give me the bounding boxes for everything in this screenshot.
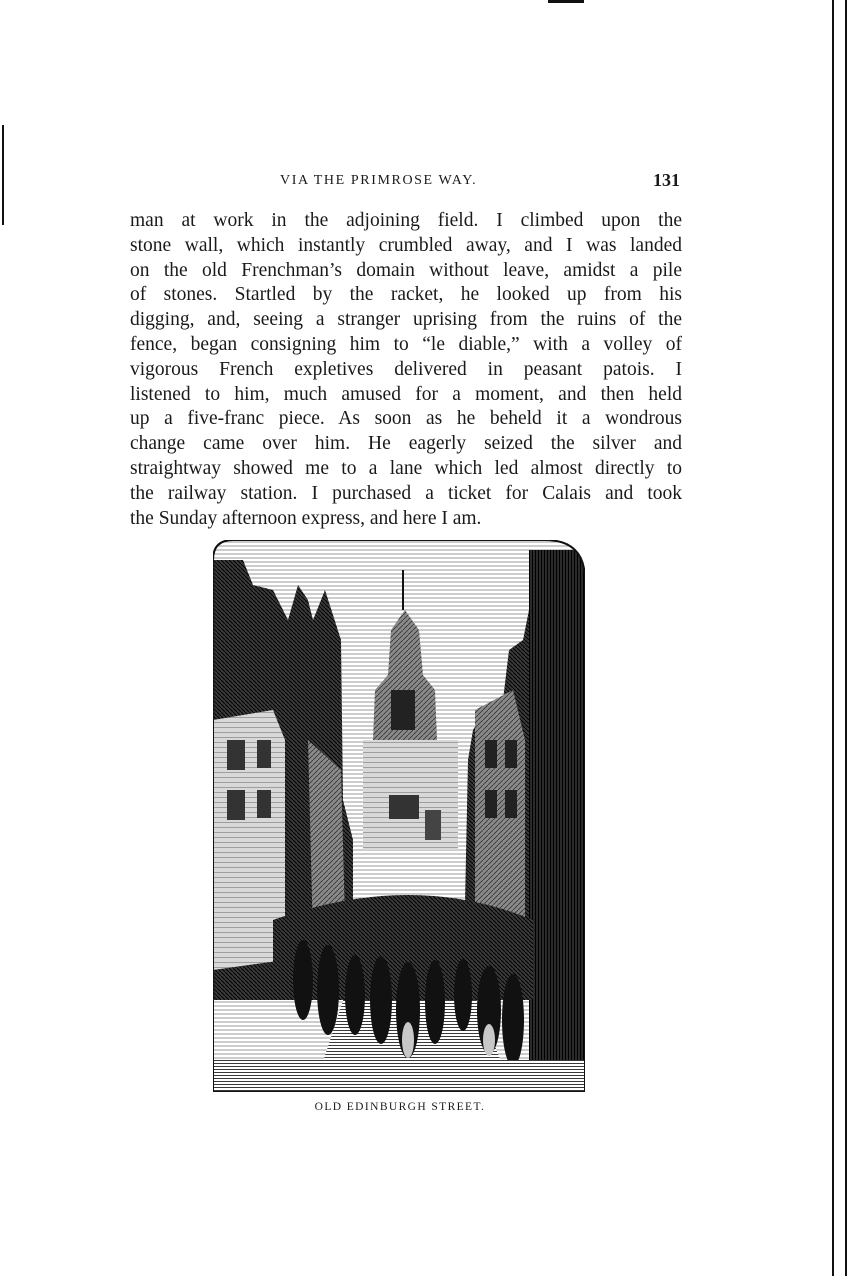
text-line: on the old Frenchman’s domain without leave, amidst a pile [130, 259, 682, 281]
top-edge-mark [548, 0, 584, 3]
text-line: the Sunday afternoon express, and here I am. [130, 507, 482, 529]
text-line: fence, began consigning him to “le diable,” with a volley of [130, 333, 682, 355]
page-number: 131 [653, 170, 680, 190]
right-edge-line [832, 0, 834, 1276]
running-title: VIA THE PRIMROSE WAY. [280, 173, 478, 188]
text-line: of stones. Startled by the racket, he looked up from his [130, 284, 682, 306]
text-line: listened to him, much amused for a moment, and then held [130, 383, 682, 405]
text-line: the railway station. I purchased a ticket for Calais and took [130, 482, 682, 504]
running-head [130, 170, 682, 194]
figure-caption: OLD EDINBURGH STREET. [314, 1101, 486, 1113]
right-edge-line-outer [845, 0, 847, 1276]
text-line: man at work in the adjoining field. I climbed upon the [130, 210, 682, 231]
text-line: up a five-franc piece. As soon as he beheld it a wondrous [130, 408, 682, 430]
text-line: digging, and, seeing a stranger uprising from the ruins of the [130, 309, 682, 331]
text-line: vigorous French expletives delivered in peasant patois. I [130, 358, 682, 380]
text-line: stone wall, which instantly crumbled away, and I was landed [130, 234, 682, 256]
text-line: change came over him. He eagerly seized the silver and [130, 433, 682, 455]
body-paragraph [130, 209, 682, 531]
text-line: straightway showed me to a lane which led almost directly to [130, 457, 682, 479]
left-edge-line [2, 125, 4, 225]
street-engraving [213, 540, 585, 1092]
